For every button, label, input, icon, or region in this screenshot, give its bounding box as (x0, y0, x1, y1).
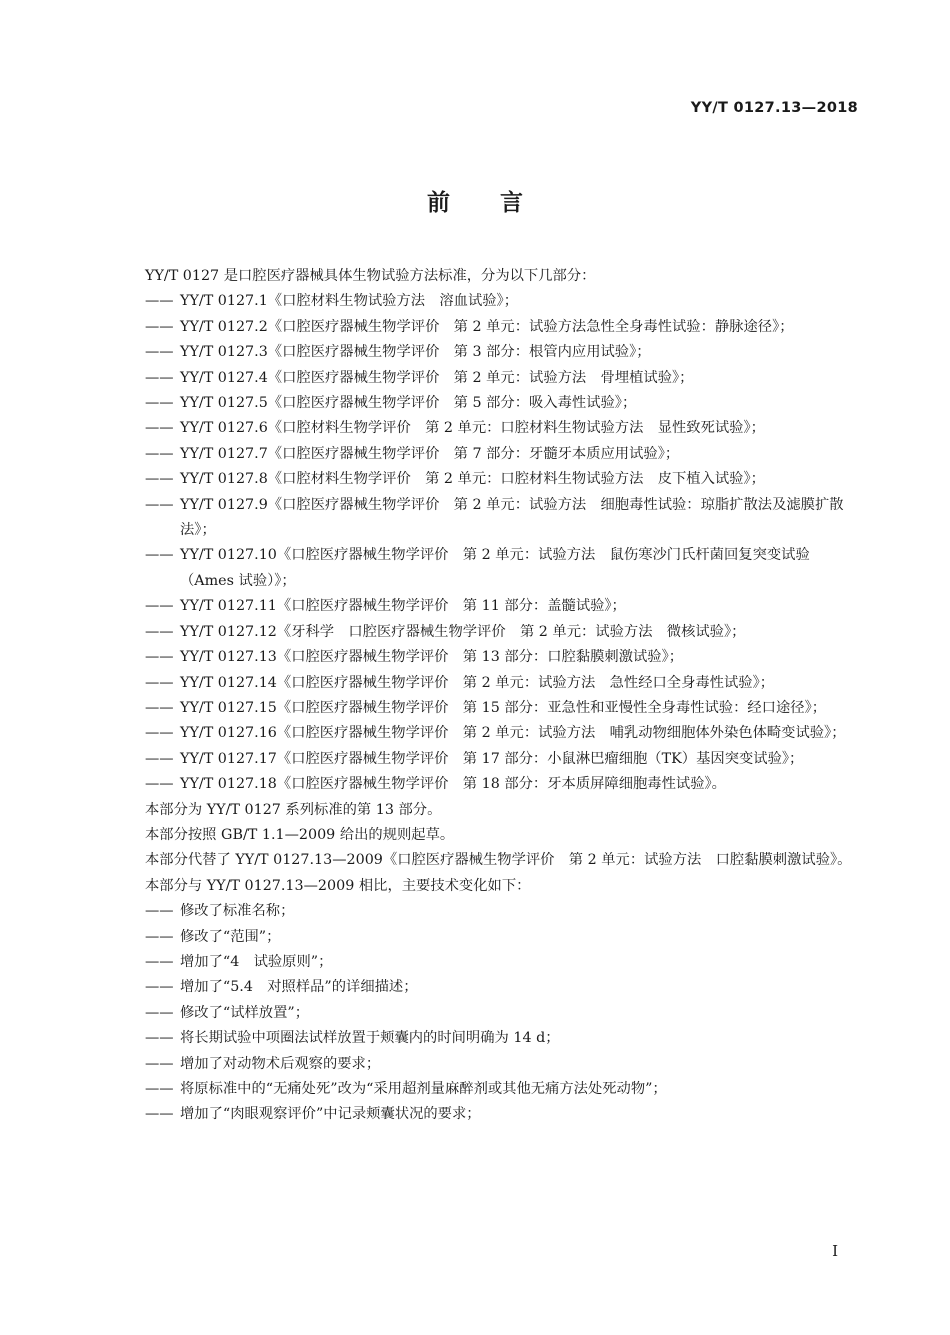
change-item (112, 1001, 862, 1026)
list-item-text: YY/T 0127.18《口腔医疗器械生物学评价 第 18 部分：牙本质屏障细胞毒性试验》。 (180, 776, 726, 793)
parts-list (112, 289, 862, 797)
dash: —— (145, 953, 174, 970)
list-item-text: YY/T 0127.17《口腔医疗器械生物学评价 第 17 部分：小鼠淋巴瘤细胞（TK）基因突变试验》； (180, 750, 804, 767)
dash: —— (145, 623, 174, 640)
list-item-text: YY/T 0127.3《口腔医疗器械生物学评价 第 3 部分：根管内应用试验》； (180, 344, 651, 361)
dash: —— (145, 395, 174, 412)
dash: —— (145, 1004, 174, 1021)
dash: —— (145, 496, 174, 513)
dash: —— (145, 344, 174, 361)
change-item (112, 1052, 862, 1077)
change-item-text: 增加了对动物术后观察的要求； (180, 1055, 381, 1072)
series-statement: 本部分为 YY/T 0127 系列标准的第 13 部分。 (145, 801, 442, 818)
list-item (112, 620, 862, 645)
change-item-text: 增加了“肉眼观察评价”中记录颊囊状况的要求； (180, 1106, 481, 1123)
standard-code: YY/T 0127.13—2018 (690, 100, 858, 116)
list-item (112, 671, 862, 696)
change-item-text: 增加了“4 试验原则”； (180, 953, 333, 970)
dash: —— (145, 369, 174, 386)
list-item (112, 543, 862, 594)
list-item (112, 366, 862, 391)
list-item (112, 391, 862, 416)
dash: —— (145, 1030, 174, 1047)
list-item (112, 747, 862, 772)
dash: —— (145, 1106, 174, 1123)
list-item-text: YY/T 0127.6《口腔材料生物学评价 第 2 单元：口腔材料生物试验方法 显性致死试验》； (180, 420, 765, 437)
change-item-text: 将原标准中的“无痛处死”改为“采用超剂量麻醉剂或其他无痛方法处死动物”； (180, 1081, 667, 1097)
list-item-text: YY/T 0127.8《口腔材料生物学评价 第 2 单元：口腔材料生物试验方法 皮下植入试验》； (180, 471, 765, 488)
drafting-statement: 本部分按照 GB/T 1.1—2009 给出的规则起草。 (145, 826, 455, 843)
list-item-text: YY/T 0127.10《口腔医疗器械生物学评价 第 2 单元：试验方法 鼠伤寒沙门氏杆菌回复突变试验（Ames 试验）》； (180, 547, 810, 589)
dash: —— (145, 420, 174, 437)
list-item (112, 416, 862, 441)
dash: —— (145, 674, 174, 691)
list-item (112, 696, 862, 721)
list-item (112, 442, 862, 467)
list-item (112, 594, 862, 619)
change-item-text: 修改了“范围”； (180, 928, 281, 945)
list-item-text: YY/T 0127.9《口腔医疗器械生物学评价 第 2 单元：试验方法 细胞毒性试验：琼脂扩散法及滤膜扩散法》； (180, 496, 844, 539)
change-item-text: 修改了“试样放置”； (180, 1004, 309, 1021)
change-item (112, 1102, 862, 1127)
dash: —— (145, 598, 174, 615)
list-item (112, 645, 862, 670)
list-item-text: YY/T 0127.16《口腔医疗器械生物学评价 第 2 单元：试验方法 哺乳动物细胞体外染色体畸变试验》； (180, 725, 846, 742)
dash: —— (145, 979, 174, 996)
change-item (112, 925, 862, 950)
list-item-text: YY/T 0127.2《口腔医疗器械生物学评价 第 2 单元：试验方法急性全身毒性试验：静脉途径》； (180, 318, 794, 335)
list-item (112, 721, 862, 746)
change-item-text: 增加了“5.4 对照样品”的详细描述； (180, 979, 418, 996)
list-item-text: YY/T 0127.15《口腔医疗器械生物学评价 第 15 部分：亚急性和亚慢性全身毒性试验：经口途径》； (180, 699, 827, 716)
dash: —— (145, 1081, 174, 1097)
list-item-text: YY/T 0127.4《口腔医疗器械生物学评价 第 2 单元：试验方法 骨埋植试验》； (180, 369, 694, 386)
dash: —— (145, 445, 174, 462)
change-item (112, 899, 862, 924)
list-item-text: YY/T 0127.1《口腔材料生物试验方法 溶血试验》； (180, 293, 518, 310)
change-item (112, 950, 862, 975)
changes-list (112, 899, 862, 1128)
dash: —— (145, 903, 174, 920)
list-item (112, 289, 862, 314)
list-item (112, 493, 862, 544)
list-item-text: YY/T 0127.5《口腔医疗器械生物学评价 第 5 部分：吸入毒性试验》； (180, 395, 637, 412)
change-item (112, 1026, 862, 1051)
list-item-text: YY/T 0127.12《牙科学 口腔医疗器械生物学评价 第 2 单元：试验方法 微核试验》； (180, 623, 746, 640)
page-title: 前言 (427, 190, 573, 216)
dash: —— (145, 471, 174, 488)
replacement-statement: 本部分代替了 YY/T 0127.13—2009《口腔医疗器械生物学评价 第 2 单元：试验方法 口腔黏膜刺激试验》。 (145, 852, 852, 869)
dash: —— (145, 318, 174, 335)
dash: —— (145, 776, 174, 793)
page-number: I (832, 1242, 838, 1260)
dash: —— (145, 1055, 174, 1072)
change-item-text: 将长期试验中项圈法试样放置于颊囊内的时间明确为 14 d； (180, 1030, 560, 1047)
list-item-text: YY/T 0127.13《口腔医疗器械生物学评价 第 13 部分：口腔黏膜刺激试验》； (180, 649, 684, 666)
dash: —— (145, 547, 174, 564)
dash: —— (145, 928, 174, 945)
changes-intro: 本部分与 YY/T 0127.13—2009 相比，主要技术变化如下： (145, 877, 531, 894)
dash: —— (145, 750, 174, 767)
change-item (112, 975, 862, 1000)
list-item-text: YY/T 0127.11《口腔医疗器械生物学评价 第 11 部分：盖髓试验》； (180, 598, 626, 615)
dash: —— (145, 649, 174, 666)
change-item-text: 修改了标准名称； (180, 903, 295, 920)
change-item (112, 1077, 862, 1102)
list-item-text: YY/T 0127.14《口腔医疗器械生物学评价 第 2 单元：试验方法 急性经口全身毒性试验》； (180, 674, 775, 691)
list-item (112, 340, 862, 365)
dash: —— (145, 699, 174, 716)
list-item-text: YY/T 0127.7《口腔医疗器械生物学评价 第 7 部分：牙髓牙本质应用试验》； (180, 445, 680, 462)
dash: —— (145, 725, 174, 742)
intro-paragraph: YY/T 0127 是口腔医疗器械具体生物试验方法标准，分为以下几部分： (145, 268, 596, 284)
dash: —— (145, 293, 174, 310)
list-item (112, 772, 862, 797)
list-item (112, 315, 862, 340)
list-item (112, 467, 862, 492)
foreword-body (112, 264, 862, 1128)
